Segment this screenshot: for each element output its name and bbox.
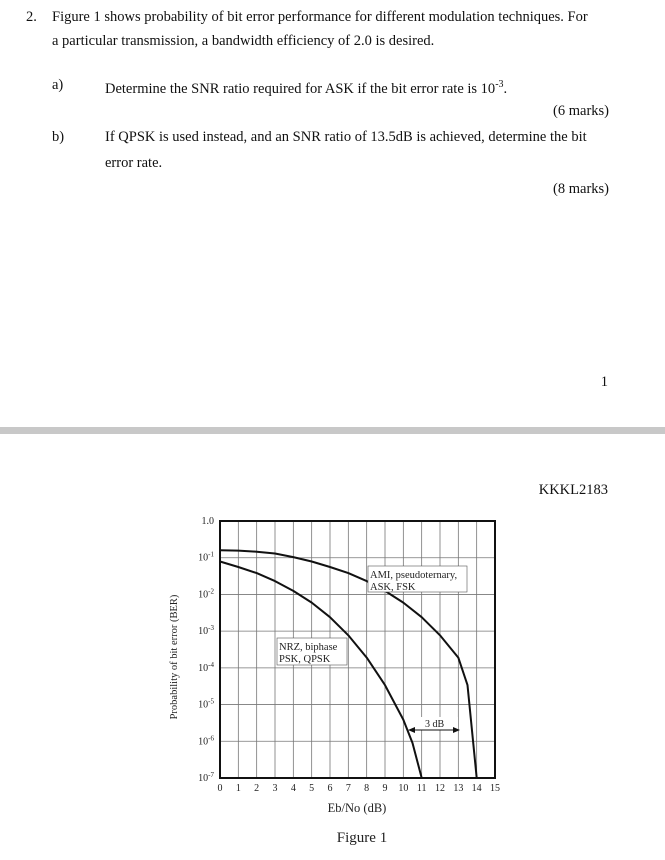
y-tick-label: $10^{-2}$ bbox=[198, 587, 214, 601]
part-a-question: Determine the SNR ratio required for ASK if the bit error rate is 10 bbox=[105, 81, 496, 97]
y-tick-label: $10^{-7}$ bbox=[198, 771, 214, 784]
psk-label-line-2: PSK, QPSK bbox=[279, 654, 331, 665]
question-intro-line-1: Figure 1 shows probability of bit error performance for different modulation techniques. For bbox=[52, 9, 588, 25]
x-tick-label: 11 bbox=[416, 783, 427, 794]
x-tick-label: 9 bbox=[382, 783, 388, 794]
y-tick-label: $10^{-4}$ bbox=[198, 660, 214, 674]
x-tick-label: 14 bbox=[471, 783, 482, 794]
x-tick-label: 13 bbox=[453, 783, 464, 794]
x-tick-label: 5 bbox=[309, 783, 315, 794]
question-number: 2. bbox=[26, 9, 37, 25]
x-tick-label: 0 bbox=[217, 783, 223, 794]
ask-label-line-1: AMI, pseudoternary, bbox=[370, 570, 458, 581]
x-tick-label: 10 bbox=[398, 783, 409, 794]
plot-frame bbox=[220, 521, 495, 778]
psk-label-line-1: NRZ, biphase bbox=[279, 642, 338, 653]
x-tick-label: 4 bbox=[290, 783, 296, 794]
figure-caption: Figure 1 bbox=[336, 830, 388, 846]
page-number: 1 bbox=[600, 374, 608, 390]
part-a-exponent: -3 bbox=[495, 79, 504, 90]
x-tick-label: 12 bbox=[435, 783, 445, 794]
question-intro-line-2: a particular transmission, a bandwidth efficiency of 2.0 is desired. bbox=[52, 33, 435, 49]
y-tick-label: $10^{-5}$ bbox=[198, 697, 214, 711]
x-tick-label: 8 bbox=[364, 783, 370, 794]
3db-label: 3 dB bbox=[425, 719, 445, 730]
part-a-marks: (6 marks) bbox=[553, 103, 609, 119]
part-b-line-1: If QPSK is used instead, and an SNR ratio of 13.5dB is achieved, determine the bit bbox=[105, 129, 587, 145]
x-tick-label: 15 bbox=[490, 783, 500, 794]
part-b-marks: (8 marks) bbox=[553, 181, 609, 197]
x-tick-label: 1 bbox=[235, 783, 241, 794]
x-tick-label: 3 bbox=[272, 783, 278, 794]
y-axis-label: Probability of bit error (BER) bbox=[169, 594, 180, 720]
chart-grid bbox=[220, 521, 495, 778]
part-b-label: b) bbox=[52, 129, 65, 145]
part-b-line-2: error rate. bbox=[105, 155, 163, 171]
part-a-tail: . bbox=[503, 81, 508, 97]
ask-label-line-2: ASK, FSK bbox=[370, 582, 416, 593]
x-axis-label: Eb/No (dB) bbox=[327, 801, 387, 815]
x-tick-label: 7 bbox=[345, 783, 351, 794]
x-tick-label: 6 bbox=[327, 783, 333, 794]
course-code: KKKL2183 bbox=[538, 482, 608, 498]
y-tick-label: $10^{-6}$ bbox=[198, 734, 214, 748]
y-tick-label: 1.0 bbox=[201, 516, 214, 527]
x-tick-label: 2 bbox=[254, 783, 260, 794]
y-tick-label: $10^{-3}$ bbox=[198, 624, 214, 638]
y-tick-label: $10^{-1}$ bbox=[198, 550, 214, 564]
part-a-label: a) bbox=[52, 77, 64, 93]
